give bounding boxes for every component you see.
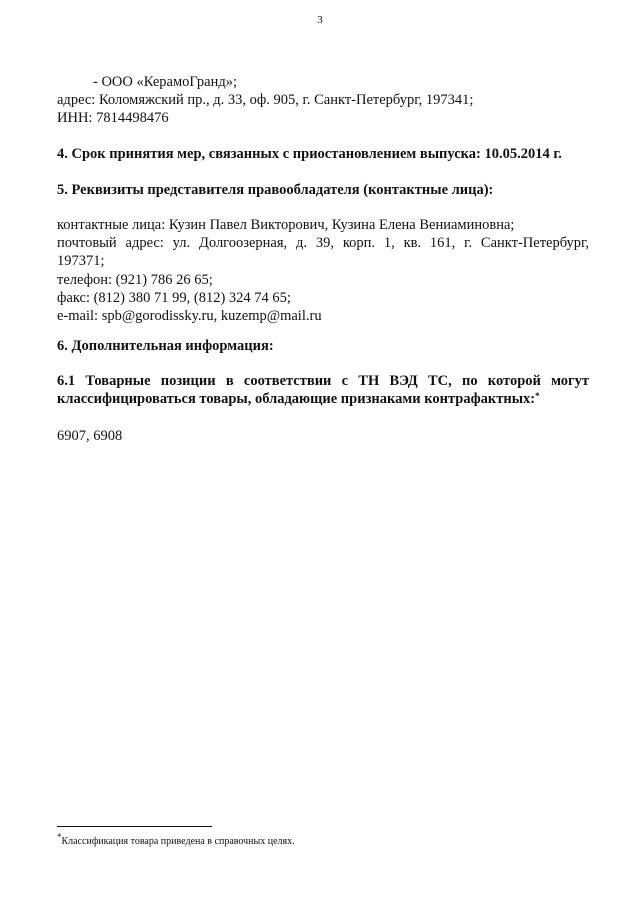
postal-address-line2: 197371;	[57, 253, 105, 270]
fax-line: факс: (812) 380 71 99, (812) 324 74 65;	[57, 289, 291, 306]
section-6-title: 6. Дополнительная информация:	[57, 338, 274, 354]
section-5-contacts	[57, 216, 589, 325]
section-6-1-title	[57, 372, 589, 408]
rights-holder-block	[57, 73, 589, 128]
holder-inn: ИНН: 7814498476	[57, 110, 169, 127]
contact-persons: контактные лица: Кузин Павел Викторович, Кузина Елена Вениаминовна;	[57, 217, 515, 233]
holder-company: - ООО «КерамоГранд»;	[93, 74, 237, 90]
footnote-reference: *	[535, 391, 540, 402]
section-4-deadline: 4. Срок принятия мер, связанных с приостановлением выпуска: 10.05.2014 г.	[57, 146, 562, 162]
section-6-1-title-line2: классифицироваться товары, обладающие признаками контрафактных:*	[57, 391, 540, 408]
section-6-1-title-line1: 6.1 Товарные позиции в соответствии с ТН ВЭД ТС, по которой могут	[57, 373, 589, 389]
footnote-divider	[57, 826, 212, 827]
section-5-title: 5. Реквизиты представителя правообладателя (контактные лица):	[57, 182, 494, 198]
postal-address-line1: почтовый адрес: ул. Долгоозерная, д. 39, корп. 1, кв. 161, г. Санкт-Петербург,	[57, 235, 589, 252]
email-line: e-mail: spb@gorodissky.ru, kuzemp@mail.ru	[57, 308, 322, 325]
footnote-text: Классификация товара приведена в справочных целях.	[61, 836, 295, 847]
footnote-mark: *	[57, 832, 62, 842]
tn-ved-codes: 6907, 6908	[57, 428, 123, 444]
phone-line: телефон: (921) 786 26 65;	[57, 271, 213, 288]
page-number: 3	[317, 14, 323, 26]
footnote	[57, 832, 295, 847]
holder-address: адрес: Коломяжский пр., д. 33, оф. 905, г. Санкт-Петербург, 197341;	[57, 92, 474, 109]
